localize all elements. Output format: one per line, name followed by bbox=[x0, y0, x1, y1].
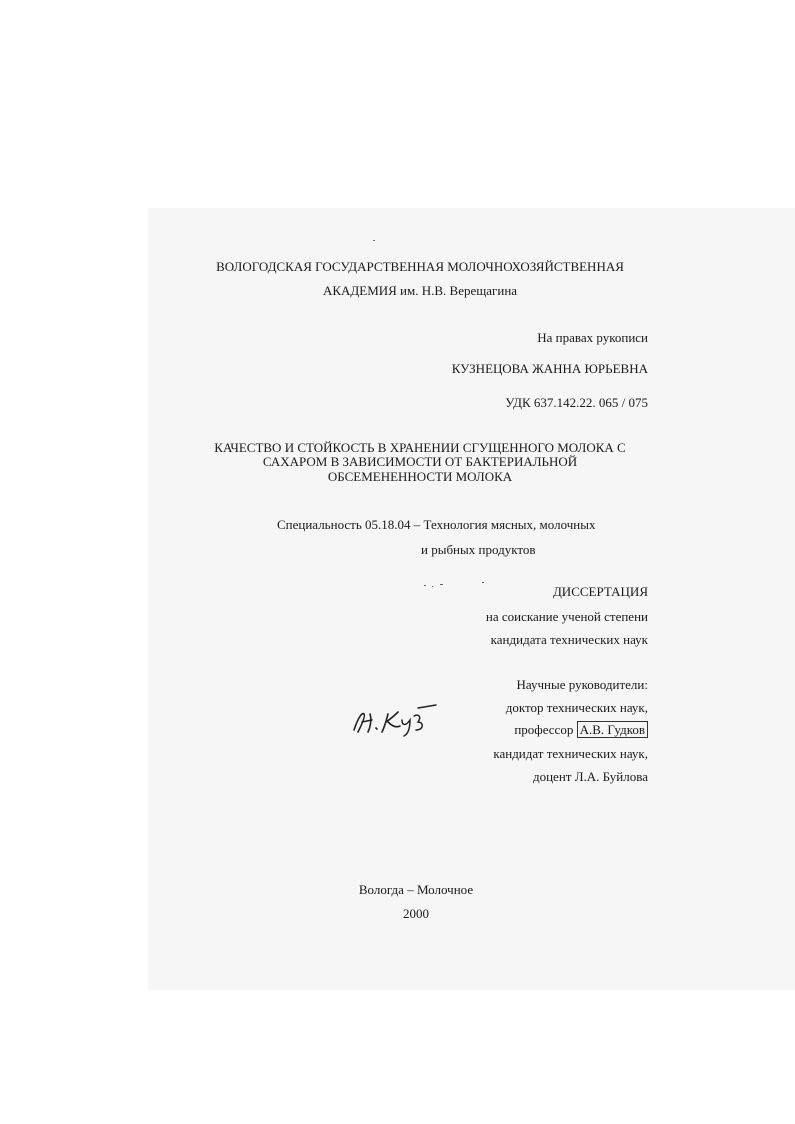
title-line-3: ОБСЕМЕНЕННОСТИ МОЛОКА bbox=[327, 469, 513, 484]
supervisors-heading: Научные руководители: bbox=[516, 677, 648, 692]
dissertation-line-1: на соискание ученой степени bbox=[485, 609, 648, 624]
udc-code: УДК 637.142.22. 065 / 075 bbox=[505, 395, 648, 410]
supervisor-1-degree: доктор технических наук, bbox=[505, 700, 648, 715]
supervisor-2-degree: кандидат технических наук, bbox=[493, 746, 648, 761]
title-line-1: КАЧЕСТВО И СТОЙКОСТЬ В ХРАНЕНИИ СГУЩЕННОГО МОЛОКА С bbox=[214, 440, 626, 455]
scan-speck bbox=[373, 240, 375, 241]
supervisor-1-name: А.В. Гудков bbox=[577, 721, 648, 738]
supervisor-1-title: профессор bbox=[514, 722, 574, 737]
specialty-line-2: и рыбных продуктов bbox=[421, 542, 536, 557]
signature-icon bbox=[348, 700, 443, 740]
scan-speck bbox=[440, 584, 443, 585]
author-name: КУЗНЕЦОВА ЖАННА ЮРЬЕВНА bbox=[451, 361, 648, 376]
dissertation-label: ДИССЕРТАЦИЯ bbox=[552, 584, 648, 599]
manuscript-note: На правах рукописи bbox=[537, 330, 648, 345]
dissertation-line-2: кандидата технических наук bbox=[490, 632, 648, 647]
scan-speck bbox=[424, 585, 426, 586]
scanned-page-area bbox=[148, 208, 795, 990]
institution-line-2: АКАДЕМИЯ им. Н.В. Верещагина bbox=[322, 283, 518, 298]
specialty-line-1: Специальность 05.18.04 – Технология мясных, молочных bbox=[277, 517, 596, 532]
place: Вологда – Молочное bbox=[358, 882, 474, 897]
scan-speck bbox=[482, 582, 484, 583]
year: 2000 bbox=[403, 906, 429, 921]
supervisor-1-title-line bbox=[420, 722, 648, 738]
title-line-2: САХАРОМ В ЗАВИСИМОСТИ ОТ БАКТЕРИАЛЬНОЙ bbox=[262, 454, 578, 469]
institution-line-1: ВОЛОГОДСКАЯ ГОСУДАРСТВЕННАЯ МОЛОЧНОХОЗЯЙСТВЕННАЯ bbox=[216, 259, 624, 274]
scan-speck bbox=[432, 586, 433, 587]
supervisor-2-title-name: доцент Л.А. Буйлова bbox=[532, 769, 648, 784]
